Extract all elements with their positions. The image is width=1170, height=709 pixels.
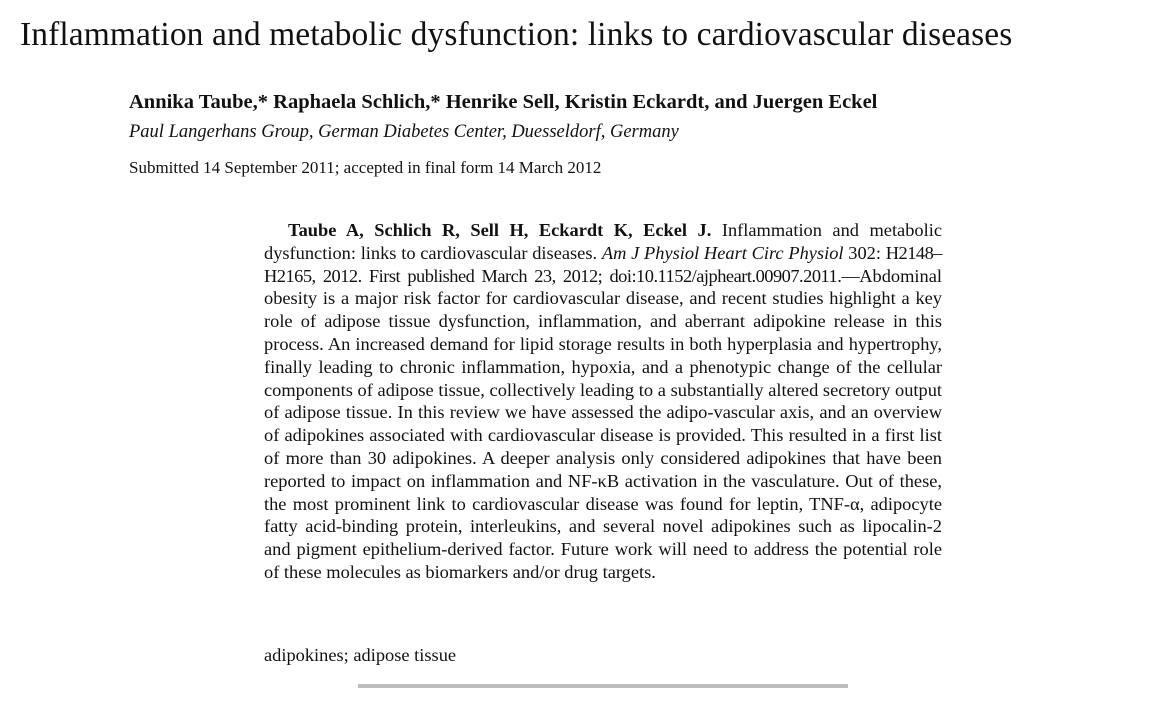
submission-dates: Submitted 14 September 2011; accepted in final form 14 March 2012 [129, 158, 602, 177]
abstract [264, 219, 942, 584]
citation-authors: Taube A, Schlich R, Sell H, Eckardt K, Eckel J. [288, 220, 712, 240]
affiliation: Paul Langerhans Group, German Diabetes Center, Duesseldorf, Germany [129, 122, 679, 142]
paper-title: Inflammation and metabolic dysfunction: links to cardiovascular diseases [20, 16, 1013, 53]
citation-journal: Am J Physiol Heart Circ Physiol [601, 242, 844, 263]
keywords: adipokines; adipose tissue [264, 645, 457, 665]
citation-title: Inflammation and metabolic dysfunction: links to cardiovascular diseases. [264, 220, 942, 263]
citation-pages-doi: H2148–H2165, 2012. First published March 23, 2012; doi:10.1152/ajpheart.00907.2011.— [264, 242, 942, 286]
author-list: Annika Taube,* Raphaela Schlich,* Henrike Sell, Kristin Eckardt, and Juergen Eckel [129, 91, 878, 113]
citation-volume: 302: [843, 242, 886, 263]
abstract-body: Abdominal obesity is a major risk factor for cardiovascular disease, and recent studies highlight a key role of adipose tissue dysfunction, inflammation, and aberrant adipokine release in this process. An increased demand for lipid storage results in both hyperplasia and hypertrophy, finally leading to chronic inflammation, hypoxia, and a phenotypic change of the cellular components of adipose tissue, collectively leading to a substantially altered secretory output of adipose tissue. In this review we have assessed the adipo-vascular axis, and an overview of adipokines associated with cardiovascular disease is provided. This resulted in a first list of more than 30 adipokines. A deeper analysis only considered adipokines that have been reported to impact on inflammation and NF-κB activation in the vasculature. Out of these, the most prominent link to cardiovascular disease was found for leptin, TNF-α, adipocyte fatty acid-binding protein, interleukins, and several novel adipokines such as lipocalin-2 and pigment epithelium-derived factor. Future work will need to address the potential role of these molecules as biomarkers and/or drug targets. [264, 265, 942, 582]
section-divider [358, 684, 848, 688]
